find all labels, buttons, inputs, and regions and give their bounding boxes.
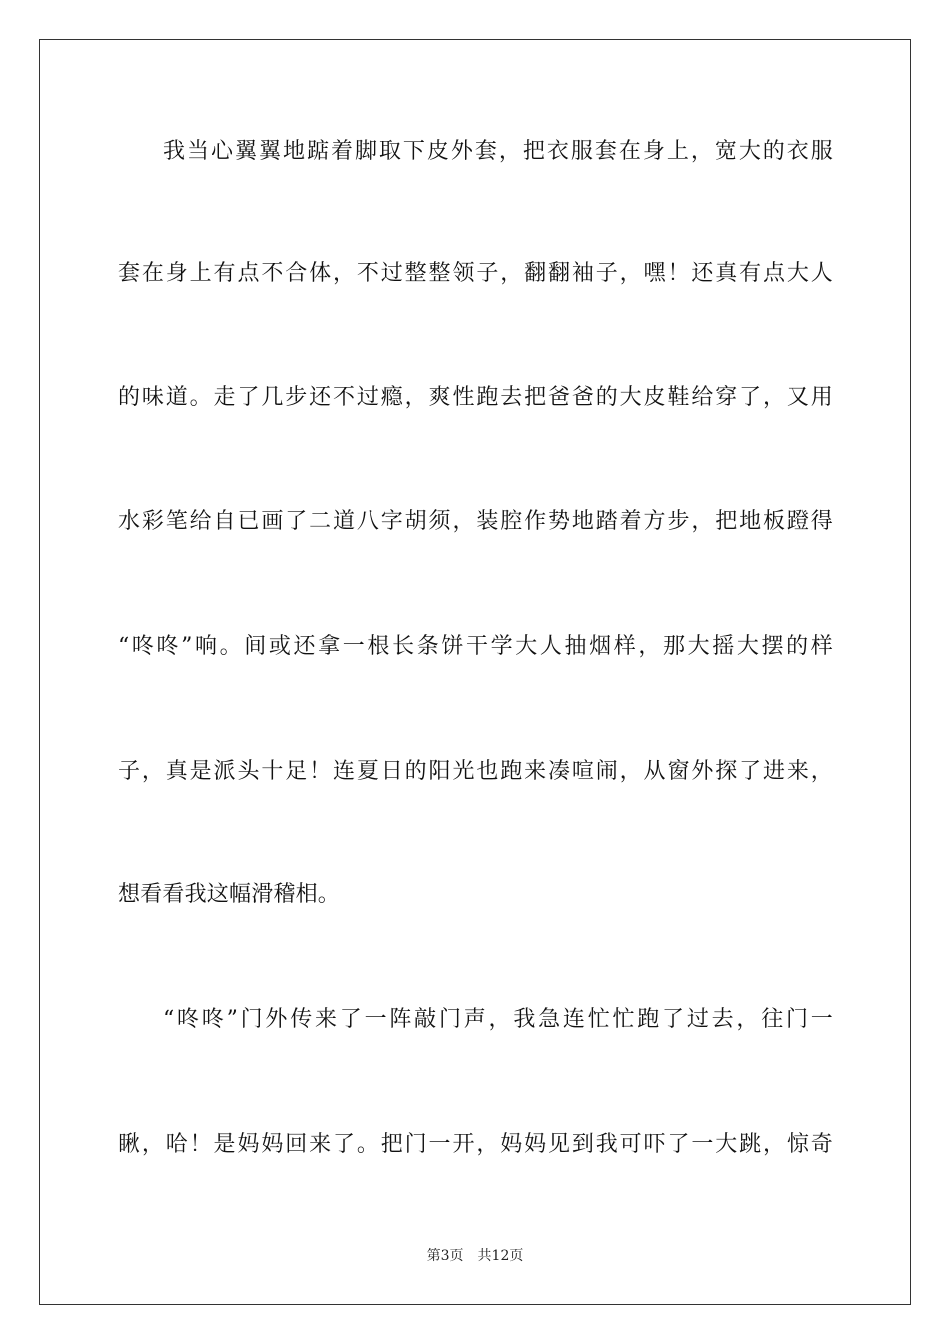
paragraph-1-line-7: 想看看我这幅滑稽相。 [118, 882, 341, 907]
paragraph-1-line-2: 套在身上有点不合体，不过整整领子，翻翻袖子，嘿！还真有点大人 [118, 261, 833, 286]
paragraph-2-line-1: “咚咚”门外传来了一阵敲门声，我急连忙忙跑了过去，往门一 [163, 1007, 833, 1032]
paragraph-1-line-3: 的味道。走了几步还不过瘾，爽性跑去把爸爸的大皮鞋给穿了，又用 [118, 385, 833, 410]
page-number-current: 第3页 [426, 1248, 464, 1264]
paragraph-1-line-1: 我当心翼翼地踮着脚取下皮外套，把衣服套在身上，宽大的衣服 [163, 139, 833, 164]
paragraph-1-line-6: 子，真是派头十足！连夏日的阳光也跑来凑喧闹，从窗外探了进来， [118, 759, 833, 784]
paragraph-2-line-2: 瞅，哈！是妈妈回来了。把门一开，妈妈见到我可吓了一大跳，惊奇 [118, 1132, 833, 1157]
paragraph-1-line-5: “咚咚”响。间或还拿一根长条饼干学大人抽烟样，那大摇大摆的样 [118, 634, 833, 659]
page-border [39, 39, 911, 1305]
page-number-total: 共12页 [477, 1248, 524, 1264]
page-footer [0, 1246, 950, 1266]
paragraph-1-line-4: 水彩笔给自已画了二道八字胡须，装腔作势地踏着方步，把地板蹬得 [118, 509, 833, 534]
